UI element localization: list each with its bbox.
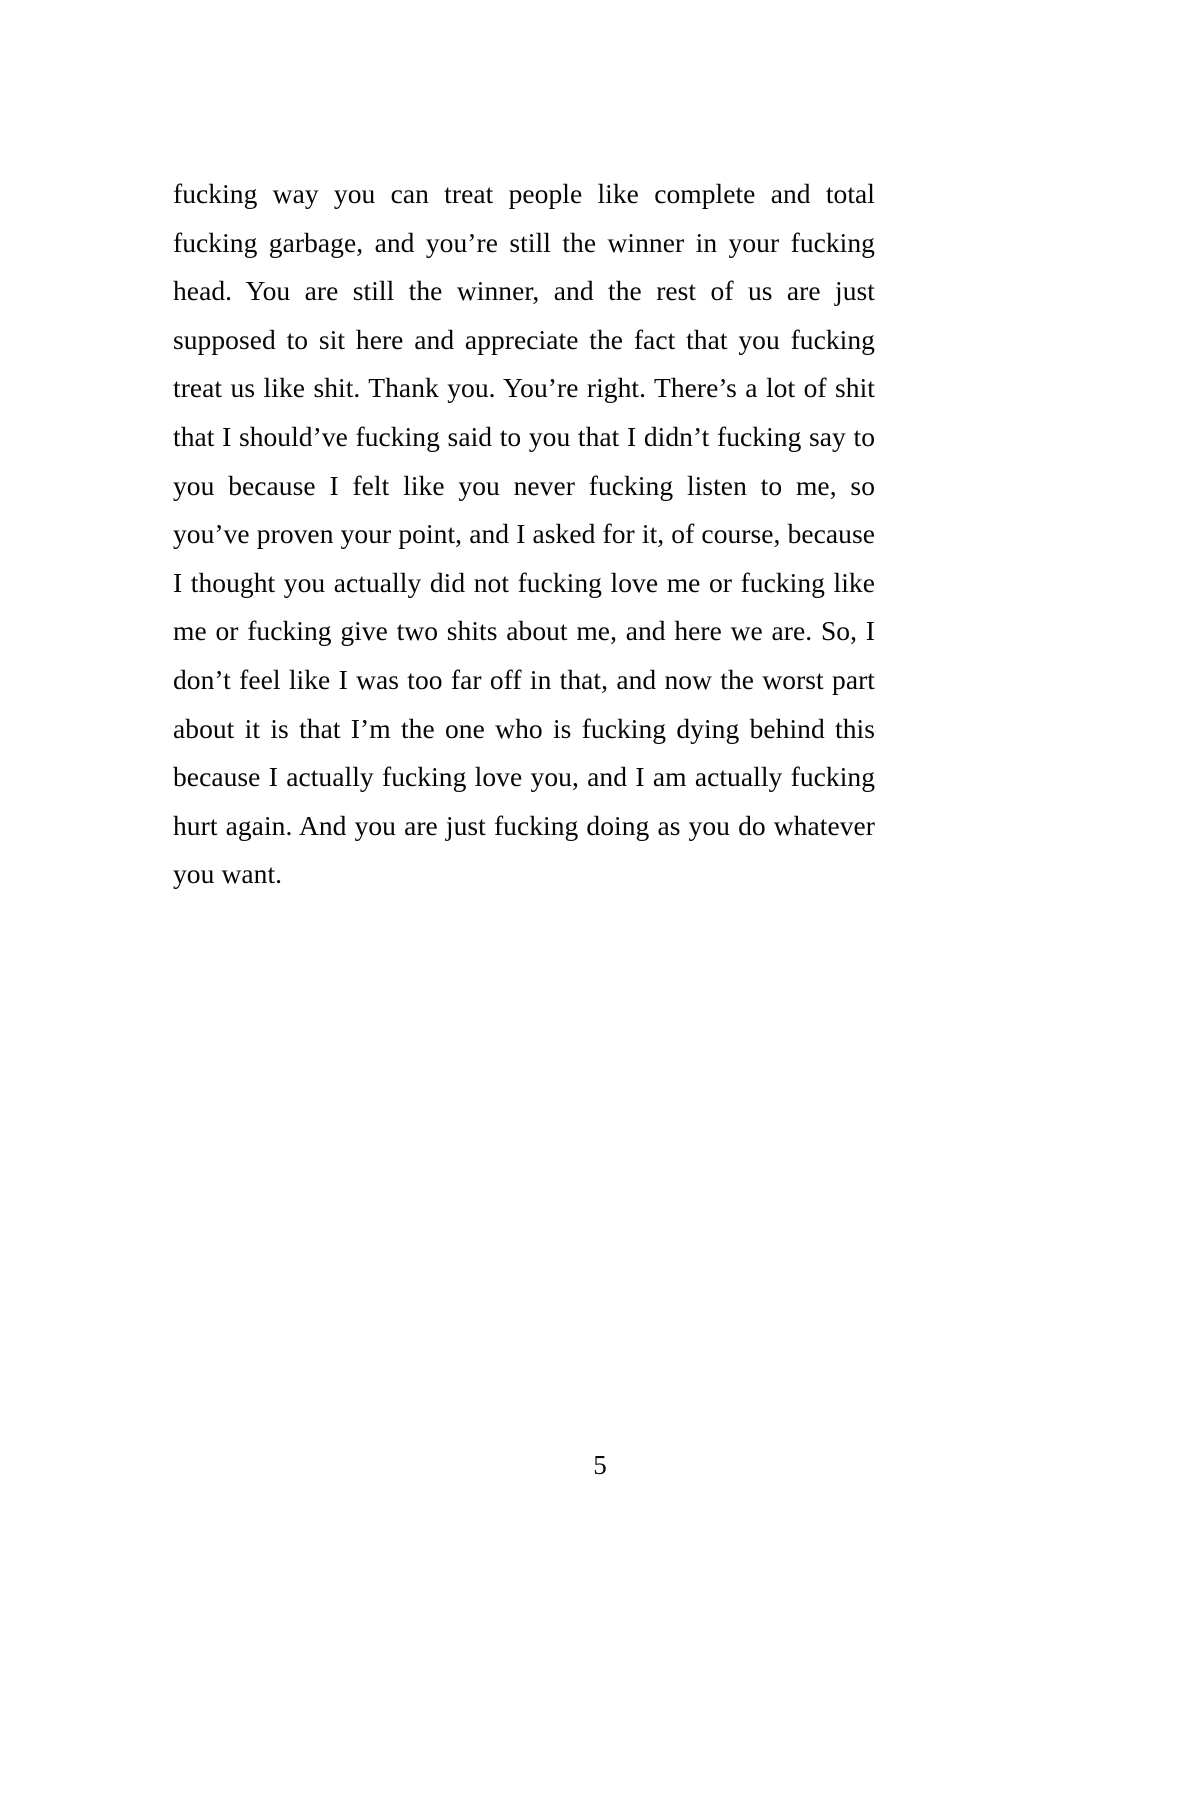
body-text-column bbox=[173, 170, 875, 899]
page-number: 5 bbox=[593, 1450, 607, 1480]
body-paragraph: fucking way you can treat people like complete and total fucking garbage, and you’re still the winner in your fucking head. You are still the winner, and the rest of us are just supposed to sit here and appreciate the fact that you fucking treat us like shit. Thank you. You’re right. There’s a lot of shit that I should’ve fucking said to you that I didn’t fucking say to you because I felt like you never fucking listen to me, so you’ve proven your point, and I asked for it, of course, because I thought you actually did not fucking love me or fucking like me or fucking give two shits about me, and here we are. So, I don’t feel like I was too far off in that, and now the worst part about it is that I’m the one who is fucking dying behind this because I actually fucking love you, and I am actually fucking hurt again. And you are just fucking doing as you do whatever you want. bbox=[173, 178, 875, 890]
